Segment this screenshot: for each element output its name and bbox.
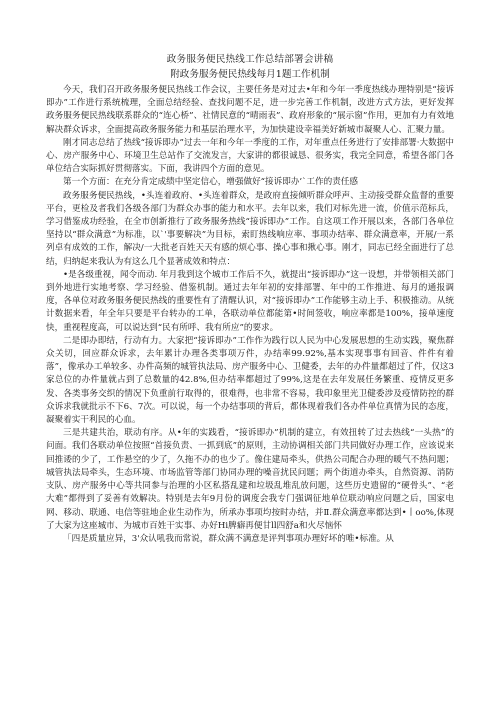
paragraph-point-1: •是各级重视，闻令而动. 年月我到这个城市工作后不久，就提出“接诉即办”这一设想，并带领相关部门到外地进行实地考察、学习经验、借鉴机制。通过去年年初的安排部署、年中的工作推进、每月的通报调度，各单位对政务服务便民热线的重要性有了清醒认识，对“接诉即办”工作能够主动上手、积极推动。从统计数据来看，年全年只要是平台转办的工单，各联动单位都能第•时间签收，响应率都是100%，接单速度快，重视程度高，可以说达到“民有所呼、我有所应”的要求。 — [46, 269, 454, 333]
document-subtitle: 附政务服务便民热线每月1题工作机制 — [170, 69, 330, 80]
document-title: 政务服务便民热线工作总结部署会讲稿 — [166, 54, 334, 65]
paragraph-point-4: 「四是质量应异，3'众认吼我而常说，群众满不满意是评判事项办理好坏的唯•标准。从 — [63, 533, 394, 544]
paragraph-review: 刚才同志总结了热线“接诉即办”过去一年和今年一季度的工作，对年重点任务进行了安排部署·大数据中心、房产服务中心、环境卫生总站作了交流发言，大家讲的都很诚恳、很务实，我完全同意，希望各部门各单位结合实际抓好贯彻落实。下面，我讲四个方面的意见。 — [46, 137, 454, 175]
section-heading-1: 第一个方面：在充分肯定成绩中坚定信心，增强做好“接诉即办’`工作的责任感 — [63, 177, 359, 188]
paragraph-intro: 今天，我们召开政务服务便民热线工作会议，主要任务是对过去•年和今年一季度热线办理特别是“接诉即办”工作进行系统梳理，全面总结经验、查找问题不足，进一步完善工作机制，改进方式方法，更好发挥政务服务便民热线联系群众的“连心桥”、社情民意的“晴雨表”、政府形象的“展示窗”作用，更加有力有效地解决群众诉求，全面提高政务服务能力和基层治理水平，为加快建设幸福美好新城市凝聚人心、汇聚力量。 — [46, 85, 454, 135]
paragraph-hotline-overview: 政务服务便民热线，•头连着政府、•头连着群众，是政府直接倾听群众呼声、主动接受群众监督的重要平台，更检及者我们各级各部门为群众办事的能力和水平。去年以来，我们对标先进一流，价值示范标兵，学习借鉴成功经验，在全市创新推行了政务服务热线“接诉即办”工作。自这项工作开展以来，各部门各单位坚持以“群众满意”为标准，以`'事要解决”为目标，索盯热线响应率、事项办结率、群众满意率，开展/一系列卓有成效的工作，解决/一大批老百姓天天有感的烦心事、操心事和揪心事。刚才，同志已经全面进行了总结，归纳起来我认为有这么几个显著成效和特点： — [46, 190, 454, 267]
paragraph-point-2: 二是即办即结，行动有力。大家把“接诉即办”工作作为践行以人民为中心发展思想的生动实践，聚焦群众关切，回应群众诉求，去年累计办理各类事项万件，办结率99.92%,基本实现事事有回音、件件有着落”，像承办工单较多、办件高频的城管执法局、房产服务中心、卫健委，去年的办件量都超过了件，仅这3家总位的办件量就占到了总数量的42.8%,但办结率都超过了99%,这是在去年发展任务繁重、疫情反更多发、各类事务交织的情况下负重前行取得的，很难得，也非常不容易，我印象里光卫健委涉及疫情防控的群众诉求我就批示不下6、7次。可以说，每一个办结事项的背后，都体现着我们各办件单位真情为民的态度，凝聚着实干利民的心血。 — [46, 335, 454, 426]
paragraph-point-3: 三是共建共治，联动有序。从•年的实践看，“接诉即办”机制的建立，有效扭转了过去热线“一头热”的问面。我们各联动单位按照“首接负责、一抓到底”的原则，主动协调相关部门共同做好办理工作，应该说来回推诿的少了，工作悬空的少了，久拖不办的也少了。像住建局牵头，供热公司配合办理的暖气不热问题；城管执法局牵头，生态环境、市场监管等部门协同办理的噪音扰民问题；两个街道办牵头，自然资源、消防支队、房产服务中心等共同参与治理的小区私搭乱建和垃圾乱堆乱放问题，这些历史遗留的“硬骨头”、“老大难”都得到了妥善有效解决。特别是去年9月份的调度会我专门强调征地单位联动响应问题之后，国家电网、移动、联通、电信等驻地企业生动作为，所承办事项均按时办结，并Ⅱ.群众满意率都达到•丨oo%,体现了大家为这座城市、为城市百姓干实事、办好Hi脾癖再便甘ll四舒a和火尽恼怀 — [46, 428, 454, 531]
